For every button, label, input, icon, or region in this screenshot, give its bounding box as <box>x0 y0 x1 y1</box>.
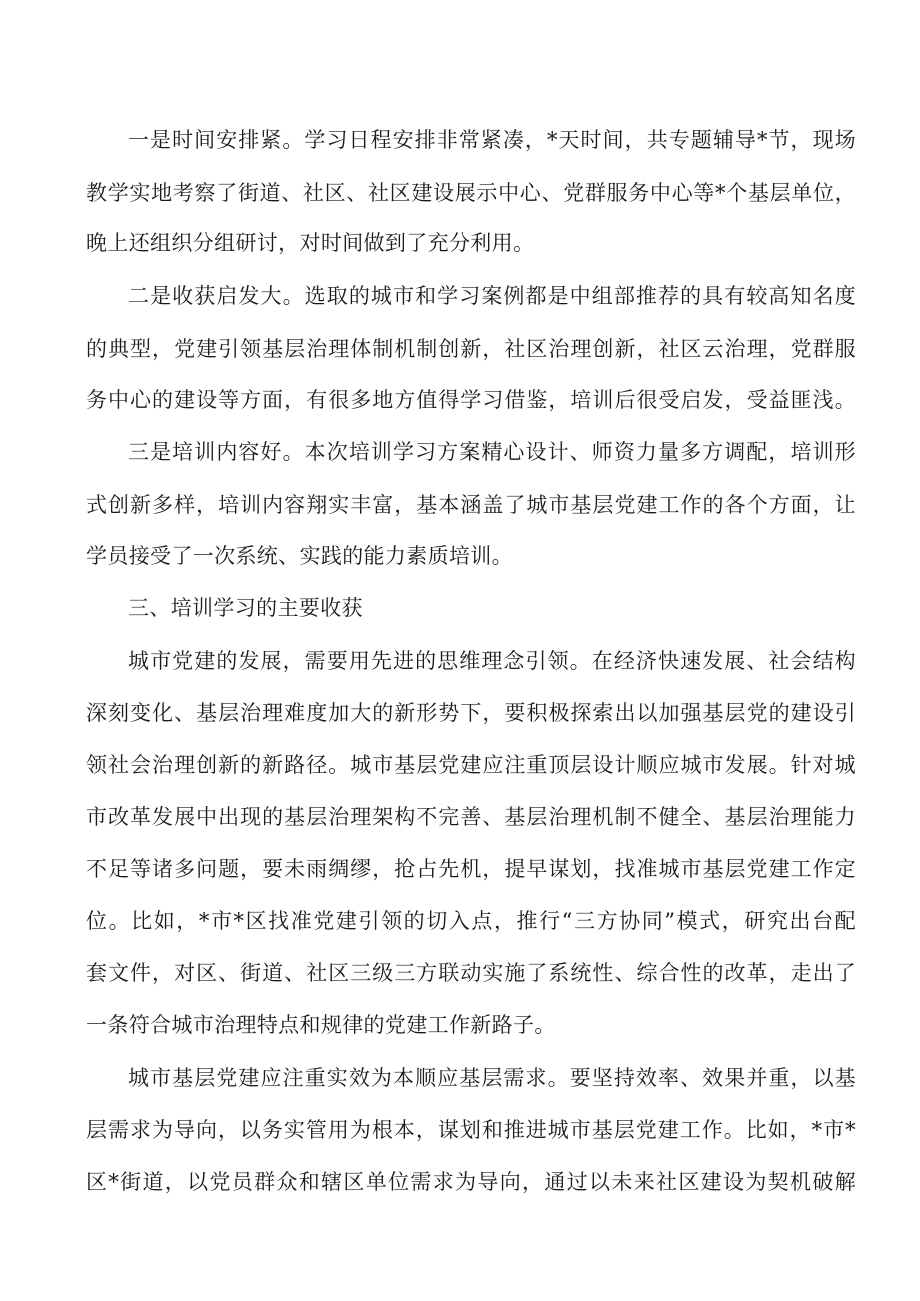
paragraph-4-line-1: 城市党建的发展，需要用先进的思维理念引领。在经济快速发展、社会结构 <box>128 649 856 673</box>
paragraph-1-line-3: 晚上还组织分组研讨，对时间做到了充分利用。 <box>86 231 535 255</box>
paragraph-4-line-5: 不足等诸多问题，要未雨绸缪，抢占先机，提早谋划，找准城市基层党建工作定 <box>86 857 856 881</box>
paragraph-1-line-2: 教学实地考察了街道、社区、社区建设展示中心、党群服务中心等*个基层单位， <box>86 181 856 205</box>
paragraph-4-line-8: 一条符合城市治理特点和规律的党建工作新路子。 <box>86 1013 556 1037</box>
paragraph-5-line-2: 层需求为导向，以务实管用为根本，谋划和推进城市基层党建工作。比如，*市* <box>86 1118 856 1142</box>
paragraph-2-line-1: 二是收获启发大。选取的城市和学习案例都是中组部推荐的具有较高知名度 <box>128 284 856 308</box>
paragraph-4-line-7: 套文件，对区、街道、社区三级三方联动实施了系统性、综合性的改革，走出了 <box>86 961 856 985</box>
paragraph-1-line-1: 一是时间安排紧。学习日程安排非常紧凑，*天时间，共专题辅导*节，现场 <box>128 128 856 152</box>
paragraph-2-line-3: 务中心的建设等方面，有很多地方值得学习借鉴，培训后很受启发，受益匪浅。 <box>86 388 856 412</box>
paragraph-4-line-4: 市改革发展中出现的基层治理架构不完善、基层治理机制不健全、基层治理能力 <box>86 805 856 829</box>
paragraph-3-line-1: 三是培训内容好。本次培训学习方案精心设计、师资力量多方调配，培训形 <box>128 440 856 464</box>
paragraph-4-line-3: 领社会治理创新的新路径。城市基层党建应注重顶层设计顺应城市发展。针对城 <box>86 753 856 777</box>
paragraph-5-line-1: 城市基层党建应注重实效为本顺应基层需求。要坚持效率、效果并重，以基 <box>128 1066 856 1090</box>
paragraph-2-line-2: 的典型，党建引领基层治理体制机制创新，社区治理创新，社区云治理，党群服 <box>86 337 856 361</box>
paragraph-4-line-2: 深刻变化、基层治理难度加大的新形势下，要积极探索出以加强基层党的建设引 <box>86 701 856 725</box>
paragraph-3-line-2: 式创新多样，培训内容翔实丰富，基本涵盖了城市基层党建工作的各个方面，让 <box>86 493 856 517</box>
section-heading-3: 三、培训学习的主要收获 <box>128 596 363 620</box>
paragraph-4-line-6: 位。比如，*市*区找准党建引领的切入点，推行“三方协同”模式，研究出台配 <box>86 909 856 933</box>
paragraph-3-line-3: 学员接受了一次系统、实践的能力素质培训。 <box>86 544 513 568</box>
paragraph-5-line-3: 区*街道，以党员群众和辖区单位需求为导向，通过以未来社区建设为契机破解 <box>86 1170 856 1194</box>
